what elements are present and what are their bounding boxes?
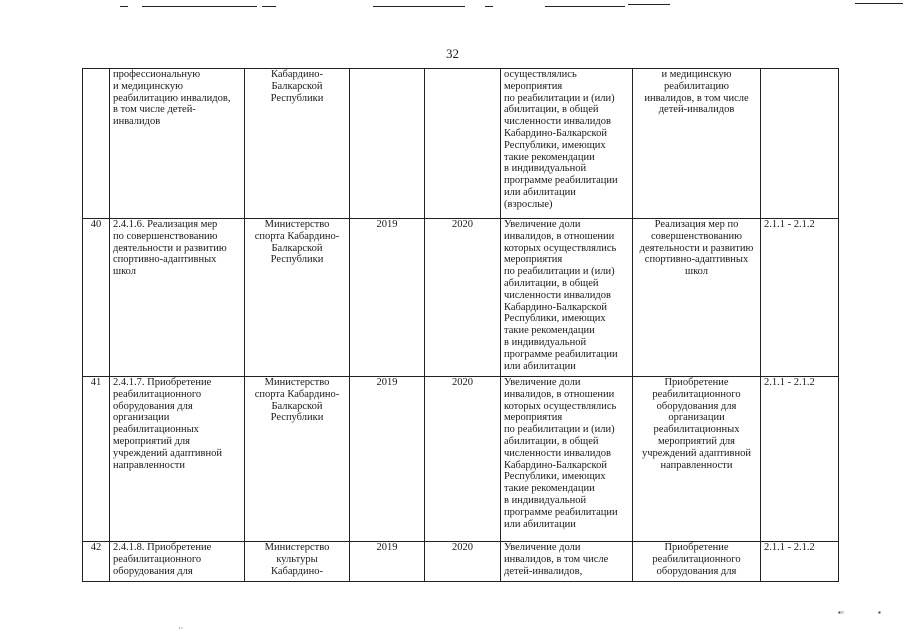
indicator-code-cell (761, 69, 839, 219)
link-cell: Реализация мер по совершенствованию деятельности и развитию спортивно-адаптивных школ (633, 219, 761, 377)
scan-mark (373, 6, 465, 7)
end-year-cell: 2020 (425, 219, 501, 377)
start-year-cell: 2019 (350, 377, 425, 542)
executor-cell: Министерство культуры Кабардино- (245, 542, 350, 582)
executor-cell: Министерство спорта Кабардино- Балкарской Республики (245, 377, 350, 542)
indicator-cell: Увеличение доли инвалидов, в отношении которых осуществлялись мероприятия по реабилитации и (или) абилитации, в общей численности инвалидов Кабардино-Балкарской Республики, имеющих такие рекомендации в индивидуальной программе реабилитации или абилитации (501, 219, 633, 377)
scan-mark (855, 3, 903, 4)
row-number-cell: 41 (83, 377, 110, 542)
indicator-cell: Увеличение доли инвалидов, в том числе детей-инвалидов, (501, 542, 633, 582)
scan-speck: ▪ (878, 608, 881, 617)
end-year-cell: 2020 (425, 542, 501, 582)
scan-mark (545, 6, 625, 7)
indicator-code-cell: 2.1.1 - 2.1.2 (761, 377, 839, 542)
table-row (83, 542, 839, 582)
row-number-cell: 40 (83, 219, 110, 377)
row-number-cell (83, 69, 110, 219)
end-year-cell (425, 69, 501, 219)
scan-mark (628, 4, 670, 5)
measure-cell: профессиональную и медицинскую реабилитацию инвалидов, в том числе детей- инвалидов (110, 69, 245, 219)
scan-mark (120, 6, 128, 7)
table-row (83, 69, 839, 219)
scan-mark (485, 6, 493, 7)
indicator-code-cell: 2.1.1 - 2.1.2 (761, 219, 839, 377)
page-number: 32 (446, 46, 459, 61)
measure-cell: 2.4.1.7. Приобретение реабилитационного оборудования для организации реабилитационных мероприятий для учреждений адаптивной направленности (110, 377, 245, 542)
link-cell: и медицинскую реабилитацию инвалидов, в том числе детей-инвалидов (633, 69, 761, 219)
table-row (83, 377, 839, 542)
scan-mark (142, 6, 257, 7)
executor-cell: Кабардино- Балкарской Республики (245, 69, 350, 219)
scan-speck: ·· (178, 624, 184, 633)
scan-mark (262, 6, 276, 7)
scan-speck: ▪▫ (838, 608, 844, 617)
start-year-cell: 2019 (350, 219, 425, 377)
link-cell: Приобретение реабилитационного оборудования для организации реабилитационных мероприятий для учреждений адаптивной направленности (633, 377, 761, 542)
program-measures-table (82, 68, 839, 582)
indicator-code-cell: 2.1.1 - 2.1.2 (761, 542, 839, 582)
measure-cell: 2.4.1.6. Реализация мер по совершенствованию деятельности и развитию спортивно-адаптивных школ (110, 219, 245, 377)
link-cell: Приобретение реабилитационного оборудования для (633, 542, 761, 582)
executor-cell: Министерство спорта Кабардино- Балкарской Республики (245, 219, 350, 377)
row-number-cell: 42 (83, 542, 110, 582)
start-year-cell: 2019 (350, 542, 425, 582)
indicator-cell: осуществлялись мероприятия по реабилитации и (или) абилитации, в общей численности инвалидов Кабардино-Балкарской Республики, имеющих такие рекомендации в индивидуальной программе реабилитации или абилитации (взрослые) (501, 69, 633, 219)
table-row (83, 219, 839, 377)
measure-cell: 2.4.1.8. Приобретение реабилитационного оборудования для (110, 542, 245, 582)
start-year-cell (350, 69, 425, 219)
indicator-cell: Увеличение доли инвалидов, в отношении которых осуществлялись мероприятия по реабилитации и (или) абилитации, в общей численности инвалидов Кабардино-Балкарской Республики, имеющих такие рекомендации в индивидуальной программе реабилитации или абилитации (501, 377, 633, 542)
end-year-cell: 2020 (425, 377, 501, 542)
